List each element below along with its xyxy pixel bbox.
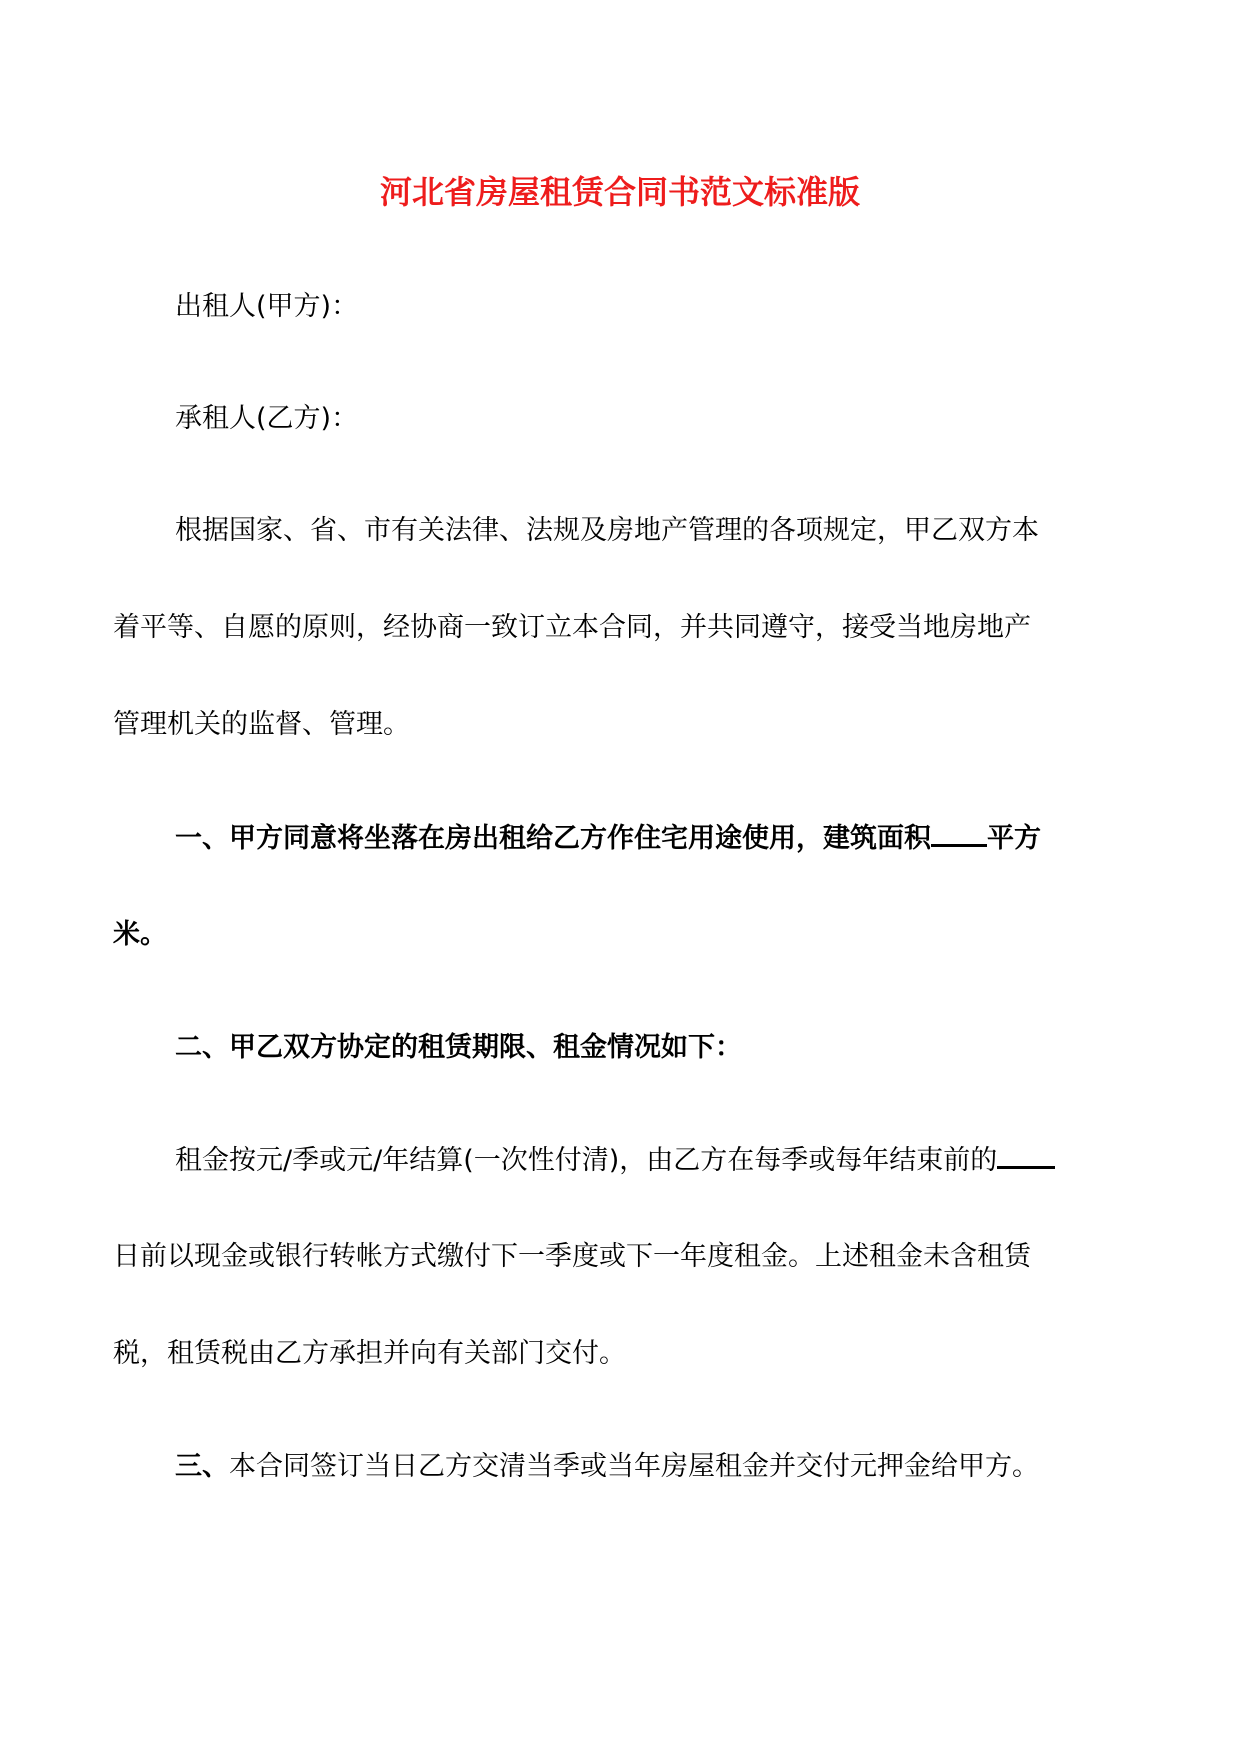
clause-3-text: 本合同签订当日乙方交清当季或当年房屋租金并交付元押金给甲方。: [229, 1451, 1039, 1482]
rent-line-1: [175, 1142, 1055, 1179]
clause-1-text: 一、甲方同意将坐落在房出租给乙方作住宅用途使用，建筑面积: [175, 823, 931, 854]
intro-line-3: 管理机关的监督、管理。: [113, 709, 410, 740]
area-blank: [931, 820, 987, 847]
document-title: 河北省房屋租赁合同书范文标准版: [379, 173, 860, 211]
lessor-label: 出租人(甲方)：: [175, 291, 359, 322]
intro-line-2: 着平等、自愿的原则，经协商一致订立本合同，并共同遵守，接受当地房地产: [113, 612, 1031, 643]
rent-line-1-text: 租金按元/季或元/年结算(一次性付清)，由乙方在每季或每年结束前的: [175, 1145, 998, 1176]
clause-2-heading: 二、甲乙双方协定的租赁期限、租金情况如下：: [175, 1032, 742, 1063]
clause-1-line-1: [175, 820, 1041, 857]
rent-line-3: 税，租赁税由乙方承担并向有关部门交付。: [113, 1338, 626, 1369]
clause-3-number: 三、: [175, 1451, 229, 1482]
clause-3: [175, 1449, 1039, 1485]
clause-1-unit: 平方: [987, 823, 1041, 854]
date-blank: [997, 1142, 1055, 1169]
intro-line-1: 根据国家、省、市有关法律、法规及房地产管理的各项规定，甲乙双方本: [175, 515, 1039, 546]
lessee-label: 承租人(乙方)：: [175, 403, 359, 434]
rent-line-2: 日前以现金或银行转帐方式缴付下一季度或下一年度租金。上述租金未含租赁: [113, 1241, 1031, 1272]
clause-1-line-2: 米。: [113, 919, 167, 950]
